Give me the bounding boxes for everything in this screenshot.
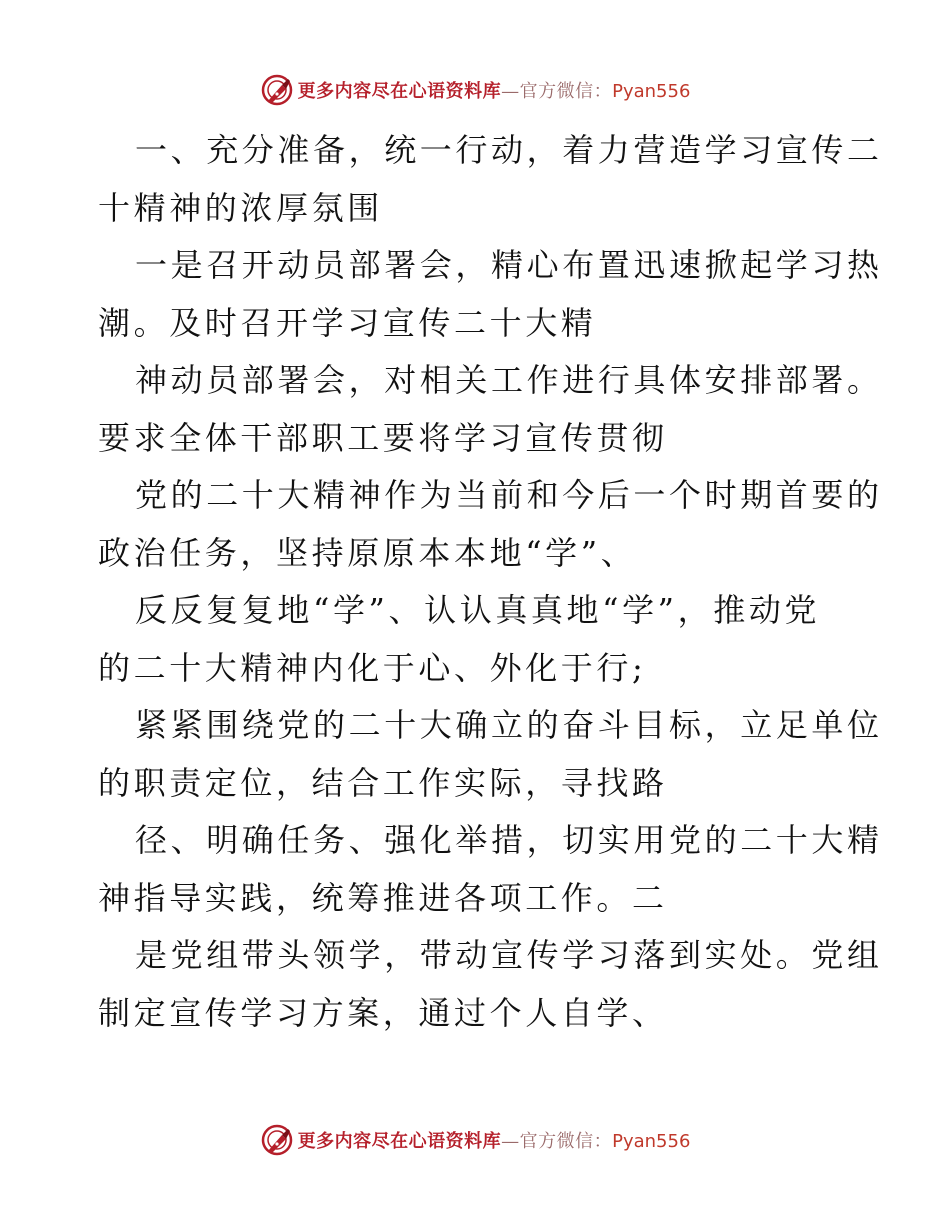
body-line: 反反复复地“学”、认认真真地“学”，推动党 (135, 591, 821, 629)
footer-banner-dash: — (501, 1131, 520, 1152)
footer-banner-contact-label: 官方微信： (519, 1131, 613, 1152)
body-line: 径、明确任务、强化举措，切实用党的二十大精 (135, 821, 883, 859)
footer-banner-title: 更多内容尽在心语资料库 (297, 1131, 502, 1152)
body-line: 是党组带头领学，带动宣传学习落到实处。党组 (135, 936, 883, 974)
header-banner-text (298, 77, 691, 103)
body-line: 潮。及时召开学习宣传二十大精 (98, 303, 597, 342)
footer-banner-contact-id: Pyan556 (612, 1131, 691, 1152)
body-line: 紧紧围绕党的二十大确立的奋斗目标，立足单位 (135, 706, 883, 744)
header-banner-dash: — (501, 81, 520, 102)
body-line: 十精神的浓厚氛围 (98, 188, 383, 227)
body-line: 的二十大精神内化于心、外化于行; (98, 648, 647, 687)
body-line: 神指导实践，统筹推进各项工作。二 (98, 878, 668, 917)
footer-banner-text (298, 1127, 691, 1153)
body-line: 一是召开动员部署会，精心布置迅速掀起学习热 (135, 246, 883, 284)
pen-nib-circle-icon (260, 73, 294, 107)
body-line: 神动员部署会，对相关工作进行具体安排部署。 (135, 361, 883, 399)
header-banner (0, 70, 950, 110)
body-line: 制定宣传学习方案，通过个人自学、 (98, 993, 668, 1032)
pen-nib-circle-icon (260, 1123, 294, 1157)
body-line: 一、充分准备，统一行动，着力营造学习宣传二 (135, 131, 883, 169)
body-line: 要求全体干部职工要将学习宣传贯彻 (98, 418, 668, 457)
document-body (98, 122, 883, 1042)
body-line: 的职责定位，结合工作实际，寻找路 (98, 763, 668, 802)
header-banner-title: 更多内容尽在心语资料库 (297, 81, 502, 102)
header-banner-contact-id: Pyan556 (612, 81, 691, 102)
footer-banner (0, 1120, 950, 1160)
body-line: 党的二十大精神作为当前和今后一个时期首要的 (135, 476, 883, 514)
body-line: 政治任务，坚持原原本本地“学”、 (98, 533, 637, 572)
header-banner-contact-label: 官方微信： (519, 81, 613, 102)
